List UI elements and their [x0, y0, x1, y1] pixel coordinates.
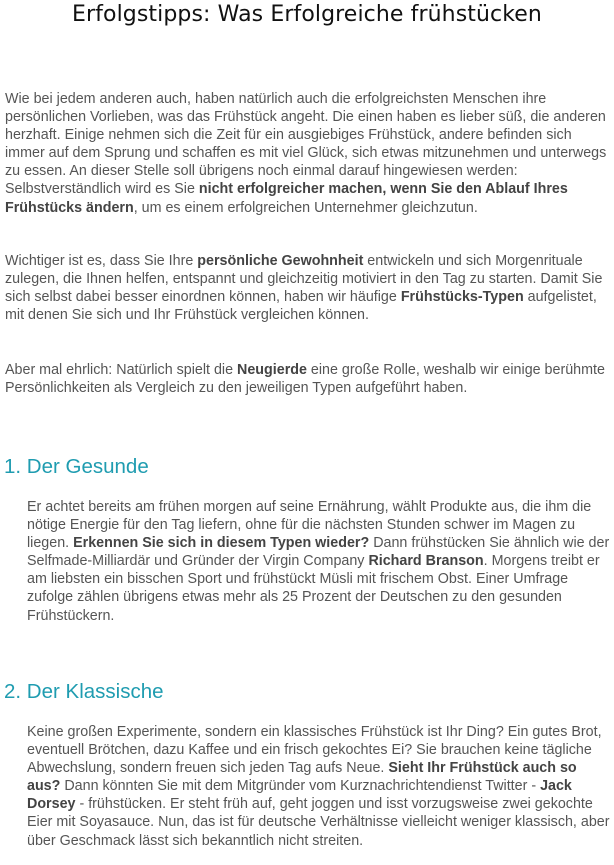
intro-1-bold-1: nicht erfolgreicher machen, wenn Sie den Ablauf Ihres Frühstücks ändern: [5, 181, 568, 216]
intro-paragraph-1: [5, 90, 611, 217]
section-heading-gesunde: 1. Der Gesunde: [4, 455, 149, 478]
intro-1-text-1: Wie bei jedem anderen auch, haben natürlich auch die erfolgreichsten Menschen ihre persönlichen Vorlieben, was das Frühstück angeht. Die einen haben es lieber süß, die anderen herzhaft. Einige nehmen sich die Zeit für ein ausgiebiges Frühstück, andere befinden sich immer auf dem Sprung und schaffen es mit viel Glück, sich etwas mitzunehmen und unterwegs zu essen. An dieser Stelle soll übrigens noch einmal darauf hingewiesen werden: Selbstverständlich wird es Sie: [5, 91, 607, 198]
gesunde-text-3: . Morgens treibt er am liebsten ein bisschen Sport und frühstückt Müsli mit frischem Obst. Einer Umfrage zufolge zählen übrigens etwas mehr als 25 Prozent der Deutschen zu den gesunden Frühstückern.: [27, 553, 600, 624]
klassische-bold-1: Sieht Ihr Frühstück auch so aus?: [27, 760, 577, 795]
intro-2-text-3: aufgelistet, mit denen Sie sich und Ihr Frühstück vergleichen können.: [5, 289, 597, 324]
section-heading-klassische: 2. Der Klassische: [4, 680, 164, 703]
gesunde-bold-2: Richard Branson: [368, 553, 484, 570]
klassische-bold-2: Jack Dorsey: [27, 778, 572, 813]
klassische-text-2: Dann könnten Sie mit dem Mitgründer vom Kurznachrichtendienst Twitter -: [60, 778, 541, 795]
intro-3-text-1: Aber mal ehrlich: Natürlich spielt die: [5, 362, 238, 378]
intro-2-text-1: Wichtiger ist es, dass Sie Ihre: [5, 253, 198, 269]
intro-2-text-2: entwickeln und sich Morgenrituale zulegen, die Ihnen helfen, entspannt und gleichzeitig motiviert in den Tag zu starten. Damit Sie sich selbst dabei besser einordnen können, haben wir häufige: [5, 253, 603, 306]
klassische-text-1: Keine großen Experimente, sondern ein klassisches Frühstück ist Ihr Ding? Ein gutes Brot, eventuell Brötchen, dazu Kaffee und ein frisch gekochtes Ei? Sie brauchen keine tägliche Abwechslung, sondern freuen sich jeden Tag aufs Neue.: [27, 724, 602, 777]
section-paragraph-gesunde: [27, 498, 612, 625]
intro-paragraph-3: [5, 361, 611, 397]
klassische-text-3: - frühstücken. Er steht früh auf, geht joggen und isst vorzugsweise zwei gekochte Eier mit Soyasauce. Nun, das ist für deutsche Verhältnisse vielleicht weniger klassisch, aber über Geschmack lässt sich bekanntlich nicht streiten.: [27, 796, 610, 849]
intro-paragraph-2: [5, 252, 611, 324]
intro-2-bold-1: persönliche Gewohnheit: [197, 253, 364, 269]
gesunde-text-1: Er achtet bereits am frühen morgen auf seine Ernährung, wählt Produkte aus, die ihm die nötige Energie für den Tag liefern, ohne für die nächsten Stunden schwer im Magen zu liegen.: [27, 499, 592, 552]
page-title: Erfolgstipps: Was Erfolgreiche frühstücken: [72, 2, 542, 27]
intro-1-text-2: , um es einem erfolgreichen Unternehmer gleichzutun.: [133, 199, 478, 216]
section-paragraph-klassische: [27, 723, 612, 850]
intro-2-bold-2: Frühstücks-Typen: [400, 289, 524, 306]
gesunde-text-2: Dann frühstücken Sie ähnlich wie der Selfmade-Milliardär und Gründer der Virgin Company: [27, 535, 610, 570]
gesunde-bold-1: Erkennen Sie sich in diesem Typen wieder?: [73, 535, 370, 552]
intro-3-text-2: eine große Rolle, weshalb wir einige berühmte Persönlichkeiten als Vergleich zu den jeweiligen Typen aufgeführt haben.: [5, 362, 605, 397]
intro-3-bold-1: Neugierde: [237, 362, 307, 378]
